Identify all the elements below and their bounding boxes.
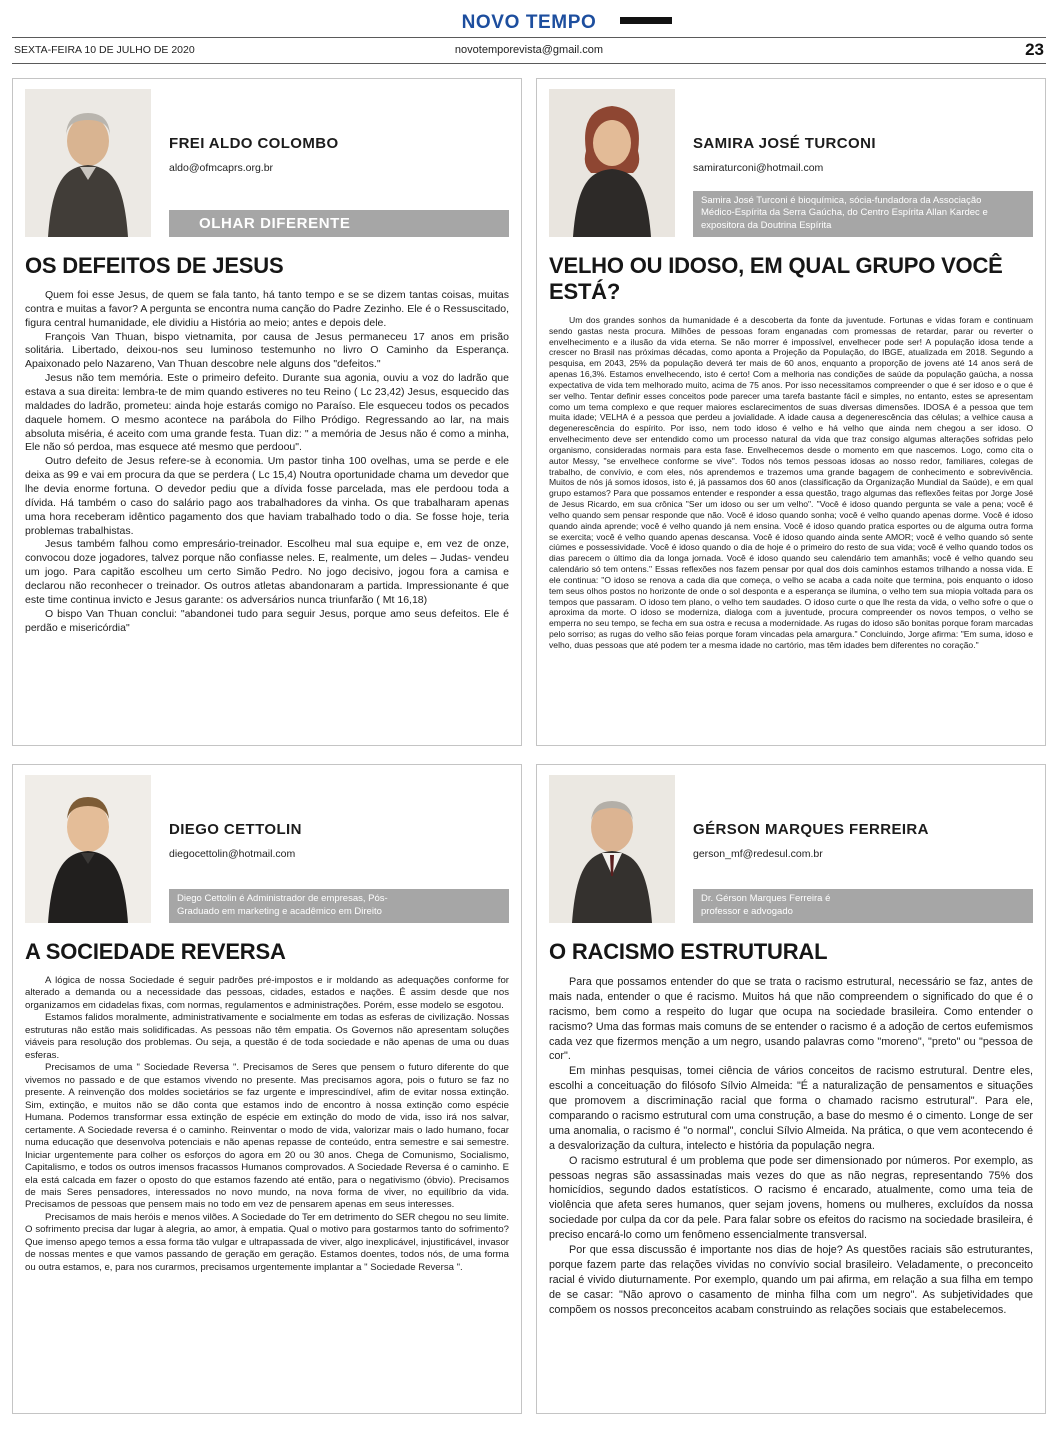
article-headline: VELHO OU IDOSO, EM QUAL GRUPO VOCÊ ESTÁ? — [549, 253, 1003, 304]
article-paragraph: Estamos falidos moralmente, administrativamente e socialmente em todas as esferas de civilização. Nossas estruturas não estão mais solidificadas. As pessoas não têm empatia. Os Governos não apresentam soluções viáveis para resolução dos problemas. Ou seja, a questão é de toda sociedade e não apenas de uma ou duas esferas. — [25, 1012, 509, 1061]
author-email: aldo@ofmcaprs.org.br — [169, 162, 274, 174]
author-bio-banner — [693, 191, 1033, 237]
elderly-friar-portrait-illustration — [25, 89, 151, 237]
elderly-woman-portrait-illustration — [549, 89, 675, 237]
author-name: SAMIRA JOSÉ TURCONI — [693, 135, 876, 152]
author-name: DIEGO CETTOLIN — [169, 821, 302, 838]
article-headline: OS DEFEITOS DE JESUS — [25, 253, 284, 278]
elderly-man-suit-portrait-illustration — [549, 775, 675, 923]
article-paragraph: Jesus não tem memória. Este o primeiro defeito. Durante sua agonia, ouviu a voz do ladrão que estava a sua direita: lembra-te de mim quando estiveres no teu Reino ( Lc 23,42) Jesus, esquecido das maldades do ladrão, prometeu: ainda hoje estarás comigo no Paraíso. Ele esqueceu todos os pecados daquele homem. O mesmo acontece na parábola do Filho Pródigo. Regressando ao lar, na mais absoluta miséria, é aceito com uma grande festa. Tuan diz: " a memória de Jesus não é como a minha, Ele não só perdoa, mas esquece até mesmo que perdoou". — [25, 372, 509, 454]
author-photo-frei-aldo-colombo — [25, 89, 151, 237]
author-bio: Dr. Gérson Marques Ferreira é professor e advogado — [701, 893, 831, 918]
article-body — [25, 975, 509, 1274]
author-bio-banner — [169, 889, 509, 923]
article-body — [549, 975, 1033, 1317]
publication-title: NOVO TEMPO — [461, 12, 597, 33]
author-name: GÉRSON MARQUES FERREIRA — [693, 821, 929, 838]
article-paragraph: Por que essa discussão é importante nos dias de hoje? As questões raciais são estruturantes, porque fazem parte das relações vividas no convívio social brasileiro. Veladamente, o preconceito racial é vivido diuturnamente. Por exemplo, quando um pai afirma, em relação a sua filha em tempo de se casar: "Não aprovo o casamento de minha filha com um negro". As subjetividades que compõem os nossos preconceitos acabam construindo as relações sociais que estabelecemos. — [549, 1244, 1033, 1316]
article-paragraph: Precisamos de uma " Sociedade Reversa ". Precisamos de Seres que pensem o futuro diferente do que vivemos no passado e de que estamos vivendo no presente. Mas precisamos agora, pois o futuro se faz no presente. A reinvenção dos moldes societários se faz urgente e imprescindível, afim de evitar nossa extinção. Sim, extinção, e muitos não se dão conta que estamos indo de encontro à nossa extinção como espécie Humana. Podemos transformar essa extinção de espécie em extinção do modo de vida, isso irá nos salvar, certamente. A Sociedade reversa é o caminho. Reinventar o modo de vida, valorizar mais o lado humano, focar numa educação que desenvolva potenciais e não apenas repasse de conteúdo, entra semestre e sai semestre. Iniciar urgentemente para colher os esforços do agora em 20 ou 30 anos. Chega de Comunismo, Socialismo, Capitalismo, e todos os outros imensos fracassos Humanos comprovados. A Sociedade Reversa é o caminho. E ela está calcada em fazer o oposto do que estamos fazendo até então, para o negativismo (óbvio). Precisamos de mais Seres pensadores, interessados no novo mundo, na nova forma de viver, no equilíbrio da vida. Precisamos de pessoas que pensem mais no todo em vez de pensarem apenas em seus interesses. — [25, 1062, 509, 1211]
article-paragraph: Para que possamos entender do que se trata o racismo estrutural, necessário se faz, antes de mais nada, entender o que é racismo. Muitos há que não compreendem o significado do que é o racismo, bem como a respeito do lugar que ocupa na sociedade brasileira. Como entender o racismo? Uma das formas mais comuns de se entender o racismo é a adoção de certos eufemismos cada vez que fizermos menção a um negro, usando palavras como "moreno", "preto" ou "pessoa de cor". — [549, 976, 1033, 1063]
masthead-dash-decoration — [620, 17, 672, 24]
article-paragraph: Quem foi esse Jesus, de quem se fala tanto, há tanto tempo e se se dizem tantas coisas, muitas contra e muitas a favor? A pergunta se encontra numa canção do Padre Zezinho. Ele é o Ressuscitado, figura central humanidade, ele dividiu a História ao meio; antes e depois dele. — [25, 289, 509, 329]
article-paragraph: Jesus também falhou como empresário-treinador. Escolheu mal sua equipe e, em vez de onze, convocou doze jogadores, talvez porque não confiasse neles. E, realmente, um deles – Judas- vendeu um jogo. Para capitão escolheu um certo Simão Pedro. No jogo decisivo, jogou fora a camisa e declarou não reconhecer o treinador. Os outros atletas abandonaram a partida. Impressionante é que este time continua invicto e Jesus garante: os adversários nunca triunfarão ( Mt 16,18) — [25, 538, 509, 606]
section-banner — [169, 210, 509, 237]
masthead — [12, 8, 1046, 64]
page-number: 23 — [1025, 40, 1044, 59]
article-paragraph: François Van Thuan, bispo vietnamita, por causa de Jesus permaneceu 17 anos em prisão solitária. Libertado, deixou-nos seu luminoso testemunho no livro O Caminho da Esperança. Apaixonado pelo Nazareno, Van Thuan descobre nele alguns dos "defeitos." — [25, 330, 509, 371]
author-bio-banner — [693, 889, 1033, 923]
article-paragraph: O bispo Van Thuan conclui: "abandonei tudo para seguir Jesus, porque amo seus defeitos. Ele é perdão e misericórdia" — [25, 607, 509, 634]
article-author-header — [549, 775, 1033, 923]
author-photo-gerson-marques-ferreira — [549, 775, 675, 923]
articles-grid — [12, 78, 1046, 1414]
article-card-os-defeitos-de-jesus — [12, 78, 522, 746]
article-body — [25, 289, 509, 635]
author-name: FREI ALDO COLOMBO — [169, 135, 339, 152]
article-author-header — [549, 89, 1033, 237]
author-email: samiraturconi@hotmail.com — [693, 162, 824, 174]
article-author-header — [25, 775, 509, 923]
article-paragraph: A lógica de nossa Sociedade é seguir padrões pré-impostos e ir moldando as adequações conforme for alterado a demanda ou a necessidade das pessoas, cidades, estados e nações. É assim desde que nos organizamos em cidadelas fixas, com normas, regulamentos e administrações. Porém, esse modelo se esgotou. — [25, 975, 509, 1011]
author-email: gerson_mf@redesul.com.br — [693, 848, 823, 860]
article-card-o-racismo-estrutural — [536, 764, 1046, 1414]
article-paragraph: O racismo estrutural é um problema que pode ser dimensionado por números. Por exemplo, as pessoas negras são assassinadas mais vezes do que as não negras, representando 75% dos homicídios, segundo dados estatísticos. O racismo é encarado, atualmente, como uma teia de violência que afeta seres humanos, quer sejam jovens, homens ou mulheres, excluídos da nossa sociedade por culpa da cor da pele. Para falar sobre os efeitos do racismo na sociedade brasileira, é preciso encará-lo como um fenômeno essencialmente transversal. — [549, 1154, 1033, 1242]
article-card-velho-ou-idoso — [536, 78, 1046, 746]
article-headline: A SOCIEDADE REVERSA — [25, 939, 286, 964]
article-card-a-sociedade-reversa — [12, 764, 522, 1414]
article-body — [549, 315, 1033, 651]
issue-date: SEXTA-FEIRA 10 DE JULHO DE 2020 — [14, 44, 195, 56]
article-paragraph: Outro defeito de Jesus refere-se à economia. Um pastor tinha 100 ovelhas, uma se perde e ele deixa as 99 e vai em procura da que se perdera ( Lc 15,4) Noutra oportunidade chama um devedor que lhe devia enorme fortuna. O devedor pediu que a dívida fosse parcelada, mas ele perdoou toda a dívida. Há também o caso do salário pago aos trabalhadores da vinha. Os que trabalharam apenas uma hora receberam idêntico pagamento dos que haviam trabalhado todo o dia. Se fosse hoje, teria problemas trabalhistas. — [25, 455, 509, 537]
publication-email: novotemporevista@gmail.com — [454, 44, 604, 56]
young-man-portrait-illustration — [25, 775, 151, 923]
author-bio: Samira José Turconi é bioquímica, sócia-fundadora da Associação Médico-Espírita da Serra Gaúcha, do Centro Espírita Allan Kardec e expositora da Doutrina Espírita — [701, 194, 988, 232]
author-photo-samira-jose-turconi — [549, 89, 675, 237]
article-paragraph: Em minhas pesquisas, tomei ciência de vários conceitos de racismo estrutural. Dentre eles, escolhi a conceituação do filósofo Sílvio Almeida: "É a naturalização de pensamentos e situações que promovem a discriminação racial que forma o chamado racismo estrutural". Para ele, comparando o racismo estrutural com uma construção, a base do mesmo é o cimento. Longe de ser uma anomalia, o racismo é "o normal", conclui Sílvio Almeida. Na prática, o que vem acontecendo é a desvalorização da cultura, intelecto e história da população negra. — [549, 1065, 1033, 1152]
article-author-header — [25, 89, 509, 237]
masthead-info-row — [12, 37, 1046, 64]
article-paragraph: Um dos grandes sonhos da humanidade é a descoberta da fonte da juventude. Fortunas e vidas foram e continuam sendo gastas nesta procura. Milhões de pessoas foram enganadas com promessas de retardar, parar ou reverter o envelhecimento e a ilusão da vida eterna. Se não morrer é impossível, envelhecer pode ser! A população idosa tende a crescer no Brasil nas próximas décadas, como aponta a Projeção da População, do IBGE, atualizada em 2018. Segundo a pesquisa, em 2043, 25% da população deverá ter mais de 60 anos, enquanto a proporção de jovens até 14 anos será de apenas 16,3%. Estamos envelhecendo, isto é certo! Com a melhoria nas condições de saúde da população gaúcha, a nossa expectativa de vida tem melhorado muito, acima de 75 anos. Por isso necessitamos compreender o que é ser idoso e o que é ser velho. Tentar definir esses conceitos pode parecer uma tarefa bastante fácil e simples, no entanto, estes se apresentam como um tema complexo e que requer maiores esclarecimentos de suas diversas dimensões. IDOSA é a pessoa que tem muita idade; VELHA é a pessoa que perdeu a jovialidade. A idade causa a degenerescência das células; a velhice causa a degenerescência do espírito. Por isso, nem todo idoso é velho e há velho que ainda nem chegou a ser idoso. O envelhecimento deve ser entendido como um processo natural da vida que traz consigo algumas alterações sofridas pelo organismo, consideradas normais para esta fase. Envelhecemos desde o momento em que nascemos. Logo, como cita o autor Messy, "se envelhece conforme se vive". Todos nós temos pessoas idosas ao nosso redor, familiares, colegas de trabalho, de convívio, e com eles, nós aprendemos e trazemos uma grande bagagem de conhecimento e sobrevivência. Muitos de nós já somos idosos, isto é, já passamos dos 60 anos (classificação da Organização Mundial da Saúde), e em qual grupo estamos? Para que possamos entender e responder a essa questão, trago algumas das reflexões feitas por Jorge José de Jesus Ricardo, em sua crônica "Ser um idoso ou ser um velho". "Você é idoso quando pergunta se vale a pena; você é velho quando sem pensar responde que não. Você é idoso quando sonha; você é velho quando apenas dorme. Você é idoso quando ainda aprende; você é velho quando já nem ensina. Você é idoso quando pratica esportes ou de alguma outra forma se exercita; você é velho quando apenas descansa. Você é idoso quando ainda sente AMOR; você é velho quando só sente ciúmes e possessividade. Você é idoso quando o dia de hoje é o primeiro do resto de sua vida; você é velho quando todos os dias parecem o último dia da longa jornada. Você é idoso quando seu calendário tem amanhãs; você é velho quando seu calendário só tem ontens." Essas reflexões nos fazem pensar por qual dos dois caminhos estamos trilhando a nossa vida. E ele continua: "O idoso se renova a cada dia que começa, o velho se acaba a cada noite que termina, pois enquanto o idoso tem seus olhos postos no horizonte de onde o sol desponta e a esperança se ilumina, o velho tem sua miopia voltada para os tempos que passaram. O idoso tem plano, o velho tem saudades. O idoso curte o que lhe resta da vida, o velho sofre o que o aproxima da morte. O idoso se moderniza, dialoga com a juventude, procura compreender os novos tempos, o velho se emperra no seu tempo, se fecha em sua ostra e recusa a modernidade. As rugas do idoso são bonitas porque foram marcadas pelo sorriso; as rugas do velho são feias porque foram vincadas pela amargura." Concluindo, Jorge afirma: "Em suma, idoso e velho, duas pessoas que até podem ter a mesma idade no cartório, mas têm idades bem diferentes no coração." — [549, 315, 1033, 650]
author-bio: Diego Cettolin é Administrador de empresas, Pós-Graduado em marketing e acadêmico em Direito — [177, 893, 388, 918]
article-headline: O RACISMO ESTRUTURAL — [549, 939, 828, 964]
article-paragraph: Precisamos de mais heróis e menos vilões. A Sociedade do Ter em detrimento do SER chegou no seu limite. O sofrimento precisa dar lugar à alegria, ao amor, à empatia. Qual o motivo para gostarmos tanto do sofrimento? Que imenso apego temos a essa forma tão vulgar e ultrapassada de viver, algo inexplicável, injustificável, invasor de nossas mentes e que vamos passando de geração em geração. Estamos doentes, todos nós, de uma forma ou outra estamos, e, para nos curarmos, precisamos urgentemente implantar a " Sociedade Reversa ". — [25, 1211, 509, 1273]
author-email: diegocettolin@hotmail.com — [169, 848, 296, 860]
section-banner-label: OLHAR DIFERENTE — [199, 215, 351, 232]
author-photo-diego-cettolin — [25, 775, 151, 923]
